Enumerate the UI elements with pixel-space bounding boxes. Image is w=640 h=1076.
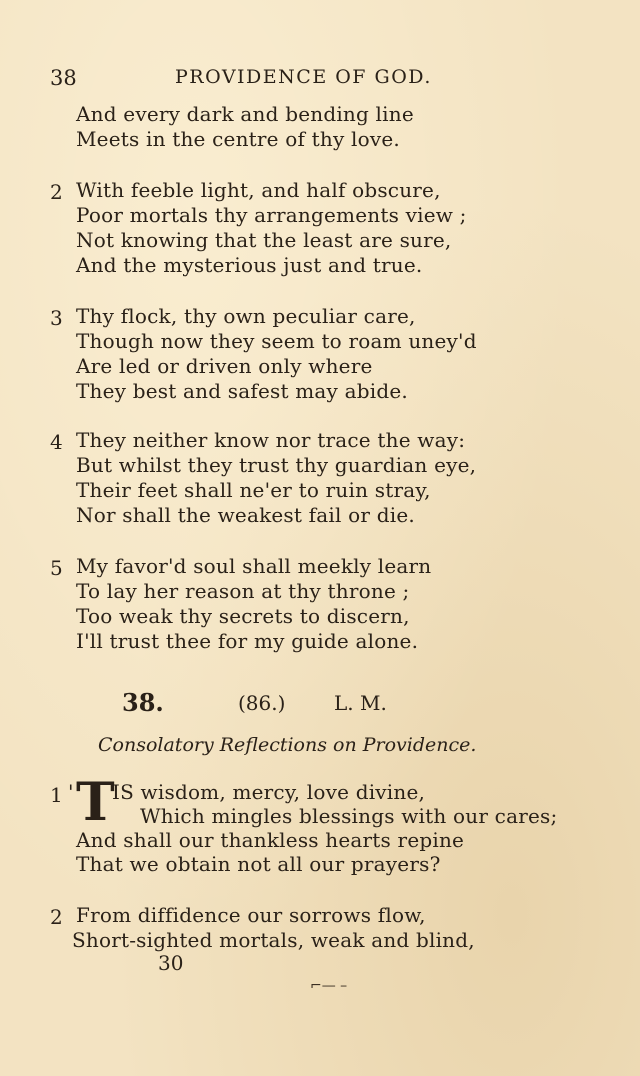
verse-line: With feeble light, and half obscure, [76,178,441,202]
verse-line: IS wisdom, mercy, love divine, [112,780,426,804]
verse-line: And every dark and bending line [76,102,414,126]
verse-line: From diffidence our sorrows flow, [76,903,426,927]
verse-line: Thy flock, thy own peculiar care, [76,304,416,328]
hymn-number: 38. [122,688,164,717]
verse-line: Not knowing that the least are sure, [76,228,452,252]
verse-line: Which mingles blessings with our cares; [140,804,558,828]
stanza-number: 1 [50,783,63,807]
verse-line: They best and safest may abide. [76,379,408,403]
verse-line: And the mysterious just and true. [76,253,423,277]
verse-line: To lay her reason at thy throne ; [76,579,410,603]
signature-mark: 30 [158,951,184,975]
tune-reference: (86.) [238,691,286,715]
verse-line: Are led or driven only where [76,354,373,378]
stanza-number: 5 [50,556,63,580]
stanza-number: 4 [50,430,63,454]
verse-line: Poor mortals thy arrangements view ; [76,203,467,227]
verse-line: Meets in the centre of thy love. [76,127,400,151]
drop-cap: T [76,772,115,833]
hymn-title: Consolatory Reflections on Providence. [98,734,477,756]
verse-line: And shall our thankless hearts repine [76,828,465,852]
footer-ornament: ⌐— – [310,978,348,994]
verse-line: My favor'd soul shall meekly learn [76,554,432,578]
verse-line: Their feet shall ne'er to ruin stray, [76,478,431,502]
meter: L. M. [334,691,387,715]
verse-line: Nor shall the weakest fail or die. [76,503,415,527]
stanza-number: 2 [50,180,63,204]
verse-line: Short-sighted mortals, weak and blind, [72,928,475,952]
verse-line: They neither know nor trace the way: [76,428,466,452]
verse-line: But whilst they trust thy guardian eye, [76,453,477,477]
apostrophe: ' [68,780,74,804]
running-head: PROVIDENCE OF GOD. [175,66,432,88]
verse-line: Though now they seem to roam uney'd [76,329,477,353]
verse-line: That we obtain not all our prayers? [76,852,441,876]
verse-line: I'll trust thee for my guide alone. [76,629,419,653]
verse-line: Too weak thy secrets to discern, [76,604,410,628]
page-number: 38 [50,66,77,90]
stanza-number: 3 [50,306,63,330]
stanza-number: 2 [50,905,63,929]
